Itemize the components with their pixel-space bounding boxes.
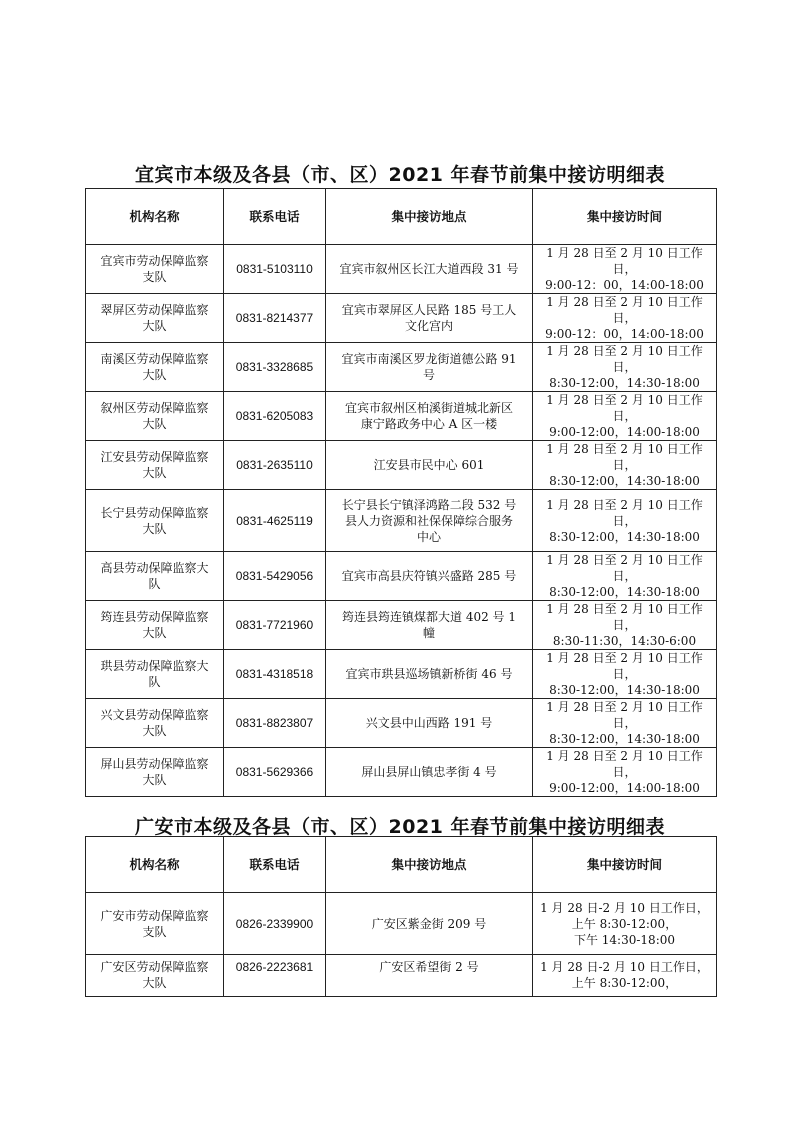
time-cell-line: 9:00-12:00，14:00-18:00 xyxy=(549,781,700,795)
org-cell-line: 支队 xyxy=(142,924,167,939)
address-cell-line: 宜宾市南溪区罗龙街道德公路 91 xyxy=(341,352,517,366)
time-cell-line: 1 月 28 日至 2 月 10 日工作日， xyxy=(546,553,703,583)
time-cell-line: 8:30-12:00，14:30-18:00 xyxy=(549,585,700,599)
header-phone: 联系电话 xyxy=(224,189,326,245)
org-cell xyxy=(86,552,224,601)
table2-title: 广安市本级及各县（市、区）2021 年春节前集中接访明细表 xyxy=(135,816,665,838)
org-cell xyxy=(86,392,224,441)
org-cell-line: 翠屏区劳动保障监察 xyxy=(100,303,209,317)
org-cell-line: 队 xyxy=(148,675,161,689)
address-cell-line: 筠连县筠连镇煤都大道 402 号 1 xyxy=(342,610,516,624)
address-cell-line: 广安区紫金街 209 号 xyxy=(371,916,487,931)
time-cell xyxy=(533,955,717,997)
org-cell xyxy=(86,955,224,997)
org-cell-line: 广安区劳动保障监察 xyxy=(100,960,209,974)
time-cell xyxy=(533,893,717,955)
time-cell xyxy=(533,343,717,392)
time-cell-line: 8:30-12:00，14:30-18:00 xyxy=(549,376,700,390)
address-cell-line: 广安区希望街 2 号 xyxy=(379,960,479,974)
address-cell xyxy=(326,441,533,490)
time-cell-line: 9:00-12：00，14:00-18:00 xyxy=(545,327,704,341)
table1-title: 宜宾市本级及各县（市、区）2021 年春节前集中接访明细表 xyxy=(135,164,665,186)
table-row xyxy=(86,748,717,797)
address-cell-line: 县人力资源和社保保障综合服务 xyxy=(344,513,513,528)
org-cell-line: 筠连县劳动保障监察 xyxy=(100,610,209,624)
time-cell-line: 9:00-12:00，14:00-18:00 xyxy=(549,425,700,439)
header-address: 集中接访地点 xyxy=(326,189,533,245)
org-cell-line: 大队 xyxy=(142,521,167,536)
org-cell-line: 支队 xyxy=(142,270,167,284)
time-cell-line: 1 月 28 日至 2 月 10 日工作日， xyxy=(546,497,703,528)
org-cell xyxy=(86,245,224,294)
phone-cell: 0831-5629366 xyxy=(224,748,326,797)
phone-cell: 0826-2339900 xyxy=(224,893,326,955)
org-cell-line: 广安市劳动保障监察 xyxy=(100,908,209,923)
phone-cell: 0831-8823807 xyxy=(224,699,326,748)
time-cell xyxy=(533,490,717,552)
table2 xyxy=(85,836,717,997)
org-cell-line: 大队 xyxy=(142,976,167,990)
address-cell xyxy=(326,699,533,748)
time-cell-line: 下午 14:30-18:00 xyxy=(573,932,676,947)
address-cell-line: 宜宾市叙州区柏溪街道城北新区 xyxy=(344,401,513,415)
org-cell-line: 叙州区劳动保障监察 xyxy=(100,401,209,415)
table-row xyxy=(86,294,717,343)
time-cell-line: 1 月 28 日至 2 月 10 日工作日， xyxy=(546,295,703,325)
org-cell xyxy=(86,441,224,490)
org-cell xyxy=(86,748,224,797)
org-cell-line: 江安县劳动保障监察 xyxy=(100,450,209,464)
table-row xyxy=(86,441,717,490)
time-cell xyxy=(533,441,717,490)
time-cell xyxy=(533,601,717,650)
table-row xyxy=(86,343,717,392)
time-cell-line: 8:30-11:30，14:30-6:00 xyxy=(552,634,697,648)
header-phone: 联系电话 xyxy=(224,837,326,893)
address-cell-line: 长宁县长宁镇泽鸿路二段 532 号 xyxy=(341,497,517,512)
time-cell xyxy=(533,294,717,343)
header-org: 机构名称 xyxy=(86,189,224,245)
org-cell-line: 大队 xyxy=(142,724,167,738)
org-cell-line: 珙县劳动保障监察大 xyxy=(100,659,209,673)
header-org: 机构名称 xyxy=(86,837,224,893)
org-cell-line: 南溪区劳动保障监察 xyxy=(100,352,209,366)
org-cell-line: 宜宾市劳动保障监察 xyxy=(100,254,209,268)
table1-header-row xyxy=(86,189,717,245)
org-cell-line: 屏山县劳动保障监察 xyxy=(100,757,209,771)
table-row xyxy=(86,490,717,552)
time-cell-line: 上午 8:30-12:00， xyxy=(571,976,678,990)
address-cell xyxy=(326,392,533,441)
time-cell xyxy=(533,552,717,601)
address-cell-line: 宜宾市叙州区长江大道西段 31 号 xyxy=(339,262,519,276)
address-cell xyxy=(326,490,533,552)
time-cell-line: 1 月 28 日至 2 月 10 日工作日， xyxy=(546,246,703,276)
address-cell xyxy=(326,294,533,343)
address-cell xyxy=(326,955,533,997)
time-cell-line: 8:30-12:00，14:30-18:00 xyxy=(549,529,700,544)
phone-cell: 0831-6205083 xyxy=(224,392,326,441)
address-cell xyxy=(326,893,533,955)
table-row xyxy=(86,552,717,601)
address-cell xyxy=(326,601,533,650)
header-time: 集中接访时间 xyxy=(533,837,717,893)
table-row xyxy=(86,955,717,997)
address-cell-line: 号 xyxy=(422,368,435,382)
address-cell-line: 宜宾市翠屏区人民路 185 号工人 xyxy=(341,303,517,317)
org-cell-line: 队 xyxy=(148,577,161,591)
address-cell xyxy=(326,748,533,797)
time-cell-line: 1 月 28 日-2 月 10 日工作日， xyxy=(540,960,709,974)
header-address: 集中接访地点 xyxy=(326,837,533,893)
table-row xyxy=(86,245,717,294)
org-cell xyxy=(86,343,224,392)
time-cell xyxy=(533,245,717,294)
table-row xyxy=(86,601,717,650)
address-cell xyxy=(326,650,533,699)
time-cell-line: 1 月 28 日至 2 月 10 日工作日， xyxy=(546,442,703,472)
address-cell-line: 宜宾市高县庆符镇兴盛路 285 号 xyxy=(341,569,517,583)
org-cell-line: 大队 xyxy=(142,417,167,431)
table-row xyxy=(86,893,717,955)
time-cell-line: 1 月 28 日至 2 月 10 日工作日， xyxy=(546,393,703,423)
address-cell-line: 文化宫内 xyxy=(404,319,453,333)
time-cell xyxy=(533,650,717,699)
table2-header-row xyxy=(86,837,717,893)
time-cell-line: 1 月 28 日-2 月 10 日工作日， xyxy=(540,900,709,915)
org-cell-line: 大队 xyxy=(142,773,167,787)
org-cell xyxy=(86,490,224,552)
time-cell-line: 1 月 28 日至 2 月 10 日工作日， xyxy=(546,602,703,632)
address-cell-line: 江安县市民中心 601 xyxy=(373,458,485,472)
phone-cell: 0831-4625119 xyxy=(224,490,326,552)
phone-cell: 0831-8214377 xyxy=(224,294,326,343)
time-cell-line: 9:00-12：00，14:00-18:00 xyxy=(545,278,704,292)
table-row xyxy=(86,392,717,441)
org-cell-line: 大队 xyxy=(142,319,167,333)
time-cell xyxy=(533,748,717,797)
org-cell xyxy=(86,601,224,650)
address-cell-line: 中心 xyxy=(416,529,441,544)
header-time: 集中接访时间 xyxy=(533,189,717,245)
table1 xyxy=(85,188,717,797)
phone-cell: 0831-5429056 xyxy=(224,552,326,601)
phone-cell: 0831-3328685 xyxy=(224,343,326,392)
address-cell-line: 康宁路政务中心 A 区一楼 xyxy=(360,417,498,431)
time-cell xyxy=(533,699,717,748)
org-cell-line: 大队 xyxy=(142,368,167,382)
address-cell xyxy=(326,245,533,294)
table-row xyxy=(86,650,717,699)
phone-cell: 0831-7721960 xyxy=(224,601,326,650)
org-cell-line: 高县劳动保障监察大 xyxy=(100,561,209,575)
phone-cell: 0831-4318518 xyxy=(224,650,326,699)
org-cell xyxy=(86,699,224,748)
time-cell-line: 上午 8:30-12:00， xyxy=(571,916,678,931)
org-cell xyxy=(86,893,224,955)
time-cell xyxy=(533,392,717,441)
address-cell-line: 幢 xyxy=(422,626,435,640)
phone-cell: 0831-2635110 xyxy=(224,441,326,490)
address-cell-line: 兴文县中山西路 191 号 xyxy=(365,716,493,730)
address-cell-line: 屏山县屏山镇忠孝街 4 号 xyxy=(361,765,497,779)
org-cell-line: 大队 xyxy=(142,466,167,480)
phone-cell: 0831-5103110 xyxy=(224,245,326,294)
phone-cell: 0826-2223681 xyxy=(224,955,326,997)
org-cell xyxy=(86,294,224,343)
time-cell-line: 1 月 28 日至 2 月 10 日工作日， xyxy=(546,700,703,730)
time-cell-line: 1 月 28 日至 2 月 10 日工作日， xyxy=(546,344,703,374)
time-cell-line: 1 月 28 日至 2 月 10 日工作日， xyxy=(546,651,703,681)
time-cell-line: 8:30-12:00，14:30-18:00 xyxy=(549,683,700,697)
address-cell xyxy=(326,343,533,392)
org-cell-line: 大队 xyxy=(142,626,167,640)
time-cell-line: 8:30-12:00，14:30-18:00 xyxy=(549,732,700,746)
address-cell-line: 宜宾市珙县巡场镇新桥街 46 号 xyxy=(345,667,513,681)
org-cell-line: 兴文县劳动保障监察 xyxy=(100,708,209,722)
table-row xyxy=(86,699,717,748)
org-cell-line: 长宁县劳动保障监察 xyxy=(100,505,209,520)
time-cell-line: 8:30-12:00，14:30-18:00 xyxy=(549,474,700,488)
org-cell xyxy=(86,650,224,699)
time-cell-line: 1 月 28 日至 2 月 10 日工作日， xyxy=(546,749,703,779)
address-cell xyxy=(326,552,533,601)
